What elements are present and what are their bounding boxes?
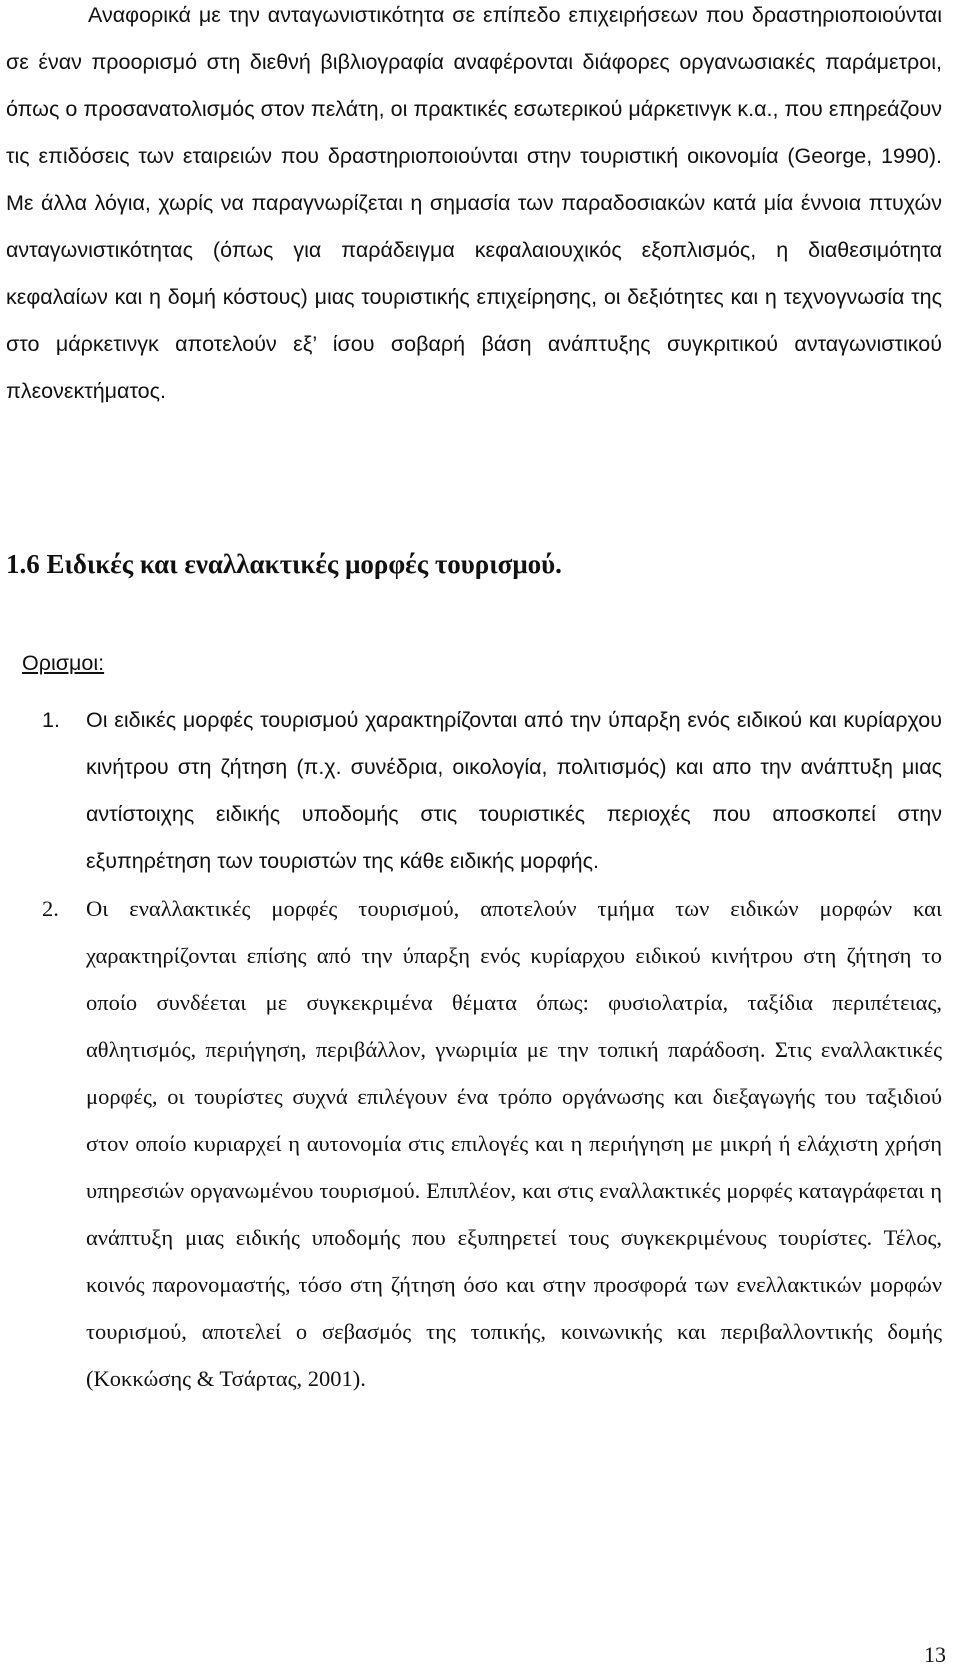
definitions-list — [0, 697, 960, 1402]
definition-text: Οι ειδικές μορφές τουρισμού χαρακτηρίζονται από την ύπαρξη ενός ειδικού και κυρίαρχου κινήτρου στη ζήτηση (π.χ. συνέδρια, οικολογία, πολιτισμός) και απο την ανάπτυξη μιας αντίστοιχης ειδικής υποδομής στις τουριστικές περιοχές που αποσκοπεί στην εξυπηρέτηση των τουριστών της κάθε ειδικής μορφής. — [86, 708, 942, 873]
definition-number: 1. — [42, 708, 60, 732]
page-number: 13 — [924, 1642, 946, 1667]
definition-item — [0, 697, 960, 885]
definitions-label: Ορισμοι: — [22, 651, 105, 675]
section-heading: 1.6 Ειδικές και εναλλακτικές μορφές τουρισμού. — [6, 549, 562, 579]
definition-number: 2. — [42, 896, 59, 921]
intro-paragraph: Αναφορικά με την ανταγωνιστικότητα σε επίπεδο επιχειρήσεων που δραστηριοποιούνται σε έναν προορισμό στη διεθνή βιβλιογραφία αναφέρονται διάφορες οργανωσιακές παράμετροι, όπως ο προσανατολισμός στον πελάτη, οι πρακτικές εσωτερικού μάρκετινγκ κ.α., που επηρεάζουν τις επιδόσεις των εταιρειών που δραστηριοποιούνται στην τουριστική οικονομία (George, 1990). Με άλλα λόγια, χωρίς να παραγνωρίζεται η σημασία των παραδοσιακών κατά μία έννοια πτυχών ανταγωνιστικότητας (όπως για παράδειγμα κεφαλαιουχικός εξοπλισμός, η διαθεσιμότητα κεφαλαίων και η δομή κόστους) μιας τουριστικής επιχείρησης, οι δεξιότητες και η τεχνογνωσία της στο μάρκετινγκ αποτελούν εξ’ ίσου σοβαρή βάση ανάπτυξης συγκριτικού ανταγωνιστικού πλεονεκτήματος. — [6, 3, 942, 403]
definition-text: Οι εναλλακτικές μορφές τουρισμού, αποτελούν τμήμα των ειδικών μορφών και χαρακτηρίζονται επίσης από την ύπαρξη ενός κυρίαρχου ειδικού κινήτρου στη ζήτηση το οποίο συνδέεται με συγκεκριμένα θέματα όπως: φυσιολατρία, ταξίδια περιπέτειας, αθλητισμός, περιήγηση, περιβάλλον, γνωριμία με την τοπική παράδοση. Στις εναλλακτικές μορφές, οι τουρίστες συχνά επιλέγουν ένα τρόπο οργάνωσης και διεξαγωγής του ταξιδιού στον οποίο κυριαρχεί η αυτονομία στις επιλογές και η περιήγηση με μικρή ή ελάχιστη χρήση υπηρεσιών οργανωμένου τουρισμού. Επιπλέον, και στις εναλλακτικές μορφές καταγράφεται η ανάπτυξη μιας ειδικής υποδομής που εξυπηρετεί τους συγκεκριμένους τουρίστες. Τέλος, κοινός παρονομαστής, τόσο στη ζήτηση όσο και στην προσφορά των ενελλακτικών μορφών τουρισμού, αποτελεί ο σεβασμός της τοπικής, κοινωνικής και περιβαλλοντικής δομής (Κοκκώσης & Τσάρτας, 2001). — [86, 896, 942, 1391]
definition-item — [0, 885, 960, 1402]
